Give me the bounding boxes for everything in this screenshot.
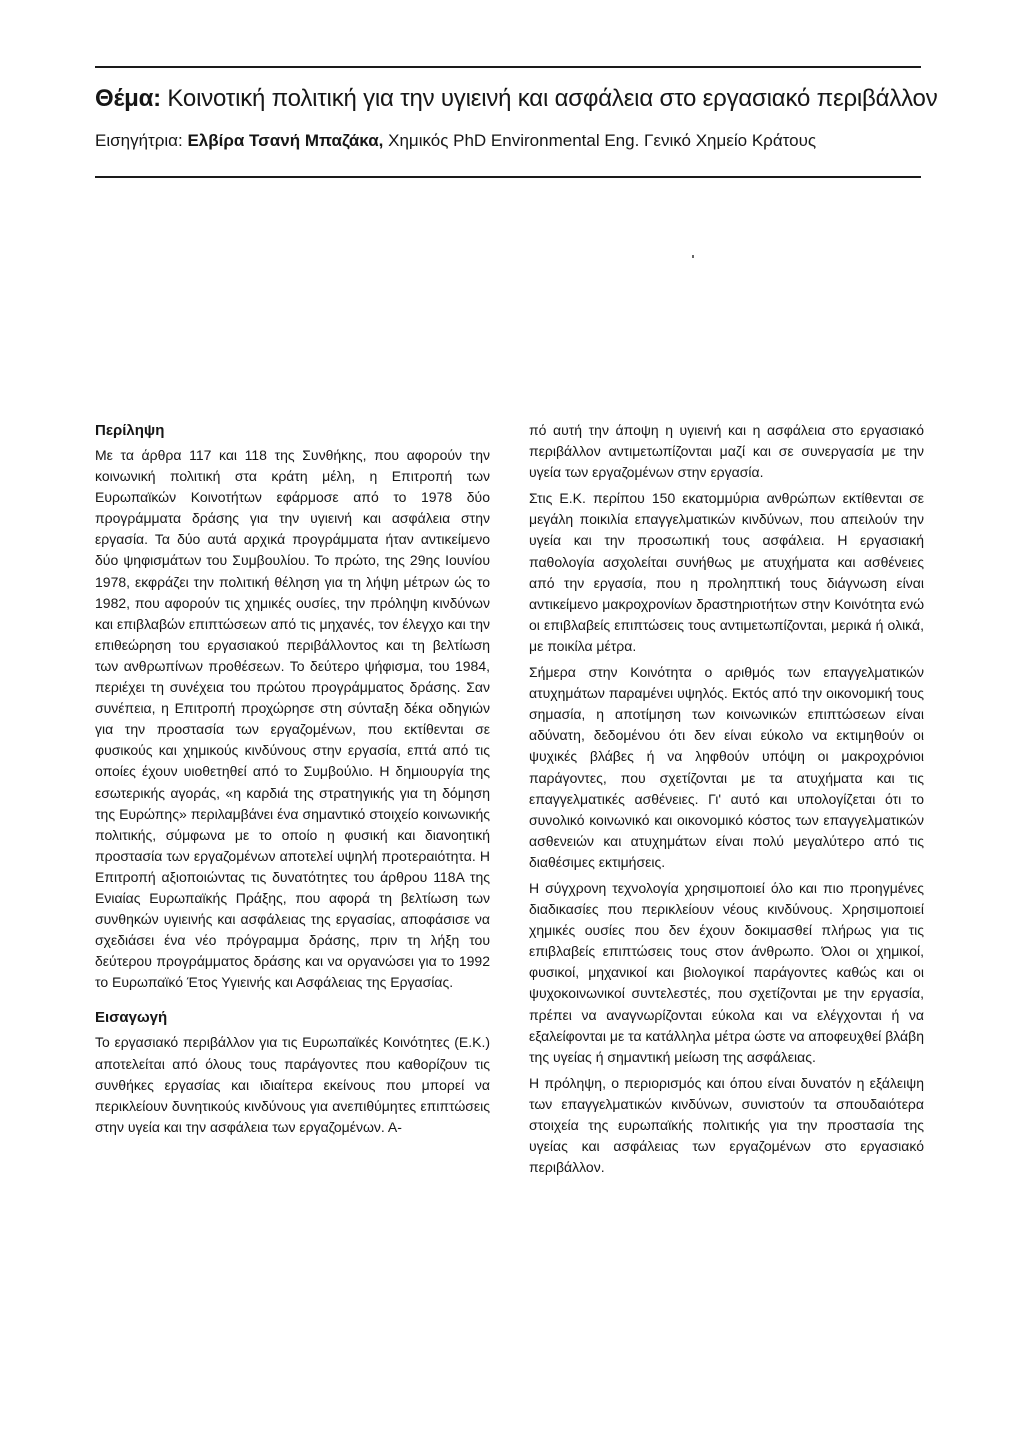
intro-paragraph: Το εργασιακό περιβάλλον για τις Ευρωπαϊκές Κοινότητες (Ε.Κ.) αποτελείται από όλους τους παράγοντες που καθορίζουν τις συνθήκες εργασίας και ιδιαίτερα εκείνους που μπορεί να περικλείουν δυνητικούς κινδύνους για ανεπιθύμητες επιπτώσεις στην υγεία και την ασφάλεια των εργαζομένων. Α- (95, 1034, 490, 1135)
right-paragraph-3: Σήμερα στην Κοινότητα ο αριθμός των επαγγελματικών ατυχημάτων παραμένει υψηλός. Εκτός από την οικονομική τους σημασία, η αποτίμηση των κοινωνικών επιπτώσεων είναι αδύνατη, δεδομένου ότι δεν είναι εύκολο να εκτιμηθούν οι ψυχικές βλάβες ή να ληφθούν υπόψη οι μακροχρόνιοι παράγοντες, που σχετίζονται με τα ατυχήματα και τις επαγγελματικές ασθένειες. Γι' αυτό και υπολογίζεται ότι το συνολικό κοινωνικό και οικονομικό κόστος των επαγγελματικών ασθενειών και ατυχημάτων είναι πολύ μεγαλύτερο από τις διαθέσιμες εκτιμήσεις. (529, 664, 924, 870)
summary-heading: Περίληψη (95, 422, 165, 439)
byline-prefix: Εισηγήτρια: (95, 131, 188, 150)
bottom-rule (95, 176, 921, 178)
author-affiliation: Χημικός PhD Environmental Eng. Γενικό Χημείο Κράτους (383, 131, 817, 150)
byline (95, 130, 925, 152)
summary-paragraph: Με τα άρθρα 117 και 118 της Συνθήκης, που αφορούν την κοινωνική πολιτική στα κράτη μέλη, η Επιτροπή των Ευρωπαϊκών Κοινοτήτων εφάρμοσε από το 1978 δύο προγράμματα δράσης για την υγιεινή και ασφάλεια στην εργασία. Τα δύο αυτά αρχικά προγράμματα ήταν αντικείμενο δύο ψηφισμάτων του Συμβουλίου. Το πρώτο, της 29ης Ιουνίου 1978, εκφράζει την πολιτική θέληση για τη λήψη μέτρων ώς το 1982, που αφορούν τις χημικές ουσίες, την πρόληψη κινδύνων και επιβλαβών επιπτώσεων από τις μηχανές, τον έλεγχο και την επιθεώρηση του εργασιακού περιβάλλοντος και τη βελτίωση των ανθρωπίνων προθέσεων. Το δεύτερο ψήφισμα, του 1984, περιέχει τη συνέχεια του πρώτου προγράμματος δράσης. Σαν συνέπεια, η Επιτροπή προχώρησε στη σύνταξη δέκα οδηγιών για την προστασία των εργαζομένων, που εκτίθενται σε φυσικούς και χημικούς κινδύνους στην εργασία, επτά από τις οποίες έχουν υιοθετηθεί από το Συμβούλιο. Η δημιουργία της εσωτερικής αγοράς, «η καρδιά της στρατηγικής για τη δόμηση της Ευρώπης» περιλαμβάνει ένα σημαντικό στοιχείο κοινωνικής πολιτικής, σύμφωνα με το οποίο η φυσική και διανοητική προστασία των εργαζομένων αποτελεί υψηλή προτεραιότητα. Η Επιτροπή αξιοποιώντας τις δυνατότητες του άρθρου 118Α της Ενιαίας Ευρωπαϊκής Πράξης, που αφορά τη βελτίωση των συνθηκών υγιεινής και ασφάλειας της εργασίας, αποφάσισε να σχεδιάσει ένα νέο πρόγραμμα δράσης, πριν τη λήξη του δεύτερου προγράμματος δράσης και να οργανώσει για το 1992 το Ευρωπαϊκό Έτος Υγιεινής και Ασφάλειας της Εργασίας. (95, 447, 490, 991)
author-name: Ελβίρα Τσανή Μπαζάκα, (187, 131, 384, 150)
article-title (95, 84, 938, 114)
top-rule (95, 66, 921, 68)
intro-heading: Εισαγωγή (95, 1009, 168, 1027)
scan-speck (692, 255, 694, 258)
right-paragraph-4: Η σύγχρονη τεχνολογία χρησιμοποιεί όλο και πιο προηγμένες διαδικασίες που περικλείουν νέους κινδύνους. Χρησιμοποιεί χημικές ουσίες που δεν έχουν δοκιμασθεί πλήρως για τις επιβλαβείς επιπτώσεις τους στον άνθρωπο. Όλοι οι χημικοί, φυσικοί, μηχανικοί και βιολογικοί παράγοντες καθώς και οι ψυχοκοινωνικοί συντελεστές, που σχετίζονται με την εργασία, πρέπει να αναγνωρίζονται εύκολα και να ελέγχονται ή να εξαλείφονται με τα κατάλληλα μέτρα ώστε να αποφευχθεί βλάβη της υγείας ή σημαντική μείωση της ασφάλειας. (529, 879, 924, 1065)
right-paragraph-5: Η πρόληψη, ο περιορισμός και όπου είναι δυνατόν η εξάλειψη των επαγγελματικών κινδύνων, συνιστούν τα σπουδαιότερα στοιχεία της ευρωπαϊκής πολιτικής για την προστασία της υγείας και ασφάλειας των εργαζομένων στο εργασιακό περιβάλλον. (529, 1074, 924, 1176)
right-paragraph-2: Στις Ε.Κ. περίπου 150 εκατομμύρια ανθρώπων εκτίθενται σε μεγάλη ποικιλία επαγγελματικών κινδύνων, που απειλούν την υγεία και την προσωπική τους ασφάλεια. Η εργασιακή παθολογία ασχολείται συνήθως με ατυχήματα και ασθένειες από την εργασία, που η προληπτική τους διάγνωση είναι αντικείμενο μακροχρονίων δραστηριοτήτων στην Κοινότητα ενώ οι επιβλαβείς επιπτώσεις τους αντιμετωπίζονται, μερικά ή ολικά, με ποικίλα μέτρα. (529, 490, 924, 654)
title-label: Θέμα: (95, 85, 161, 112)
right-column (529, 420, 924, 1183)
title-text: Κοινοτική πολιτική για την υγιεινή και ασφάλεια στο εργασιακό περιβάλλον (160, 85, 938, 112)
right-paragraph-1: πό αυτή την άποψη η υγιεινή και η ασφάλεια στο εργασιακό περιβάλλον αντιμετωπίζονται μαζί και σε συνεργασία με την υγεία των εργαζομένων στην εργασία. (529, 422, 924, 481)
left-column (95, 420, 490, 1143)
